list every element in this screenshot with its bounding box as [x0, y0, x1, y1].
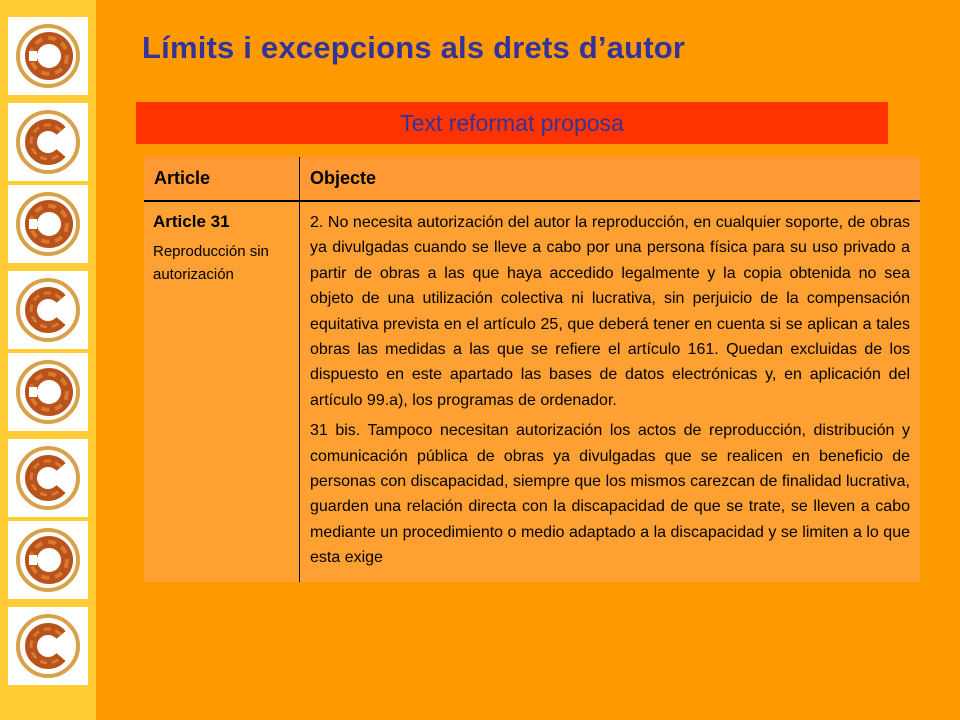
copyright-c-icon: [15, 277, 81, 343]
logo-tile: [8, 103, 88, 181]
subtitle-banner: [136, 102, 888, 144]
logo-tile: [8, 271, 88, 349]
header-article: Article: [144, 157, 300, 201]
articles-table: [144, 157, 920, 582]
paragraph: 31 bis. Tampoco necesitan autorización los actos de reproducción, distribución y comunicación pública de obras ya divulgadas que se realicen en beneficio de personas con discapacidad, siempre que los mismos carezcan de finalidad lucrativa, guarden una relación directa con la discapacidad de que se trate, se lleven a cabo mediante un procedimiento o medio adaptado a la discapacidad y se limiten a lo que esta exige: [310, 422, 910, 567]
table-row: [144, 201, 920, 582]
copyright-donut-icon: [15, 359, 81, 425]
logo-tile: [8, 353, 88, 431]
left-logo-strip: [0, 0, 96, 720]
copyright-c-icon: [15, 613, 81, 679]
article-cell: [144, 201, 300, 582]
logo-tile: [8, 439, 88, 517]
slide-title: Límits i excepcions als drets d’autor: [142, 30, 686, 65]
header-objecte: Objecte: [300, 157, 921, 201]
banner-text: Text reformat proposa: [400, 109, 624, 136]
logo-tile: [8, 17, 88, 95]
article-subtitle: Reproducción sin autorización: [153, 243, 269, 283]
logo-tile: [8, 607, 88, 685]
copyright-c-icon: [15, 109, 81, 175]
copyright-c-icon: [15, 445, 81, 511]
table-header-row: [144, 157, 920, 201]
paragraph: 2. No necesita autorización del autor la reproducción, en cualquier soporte, de obras ya divulgadas cuando se lleve a cabo por una persona física para su uso privado a partir de obras a las que haya accedido legalmente y la copia obtenida no sea objeto de una utilización colectiva ni lucrativa, sin perjuicio de la compensación equitativa prevista en el artículo 25, que deberá tener en cuenta si se aplican a tales obras las medidas a las que se refiere el artículo 161. Quedan excluidas de los dispuesto en este apartado las bases de datos electrónicas y, en aplicación del artículo 99.a), los programas de ordenador.: [310, 214, 910, 409]
logo-tile: [8, 185, 88, 263]
objecte-cell: [300, 201, 921, 582]
copyright-donut-icon: [15, 23, 81, 89]
copyright-donut-icon: [15, 527, 81, 593]
logo-tile: [8, 521, 88, 599]
copyright-donut-icon: [15, 191, 81, 257]
article-number: Article 31: [153, 212, 230, 231]
